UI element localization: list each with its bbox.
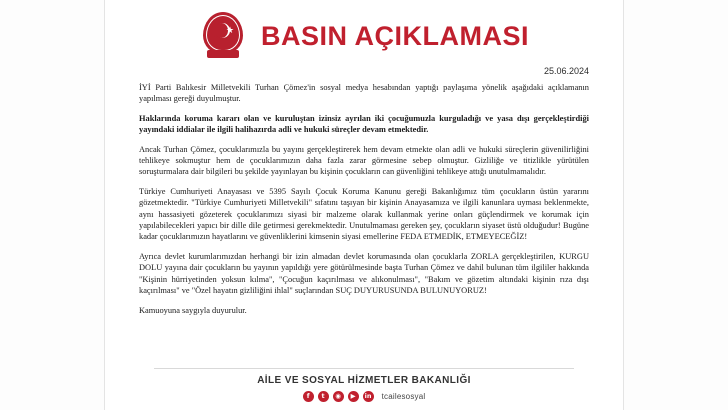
social-handle: tcailesosyal: [381, 392, 426, 401]
paragraph: Ayrıca devlet kurumlarımızdan herhangi bir izin almadan devlet korumasında olan çocuklarla ZORLA gerçekleştirilen, KURGU DOLU yayına dair çocukların bu yayının yapıldığı yere götürülmesinde başta Turhan Çömez ve dahil bulunan tüm ilgililer hakkında "Kişinin hürriyetinden yoksun kılma", "Çocuğun kaçırılması ve alıkonulması", "Bakım ve gözetim altındaki kişinin rıza dışı kaçırılması" ve "Özel hayatın gizliliğini ihlal" suçlarından SUÇ DUYURUSUNDA BULUNUYORUZ!: [139, 251, 589, 296]
paragraph: Haklarında koruma kararı olan ve kuruluştan izinsiz ayrılan iki çocuğumuzla kurguladığı ve yasa dışı gerçekleştirdiği yayındaki iddialar ile ilgili halihazırda adli ve hukuki süreçler devam etmektedir.: [139, 113, 589, 135]
ministry-emblem-icon: [199, 10, 247, 62]
paragraph: Türkiye Cumhuriyeti Anayasası ve 5395 Sayılı Çocuk Koruma Kanunu gereği Bakanlığımız tüm çocukların üstün yararını gözetmektedir. "Türkiye Cumhuriyeti Milletvekili" sıfatını taşıyan bir kişinin Anayasamıza ve ilgili kanunlara uyması beklenmekte, aynı hassasiyeti gözeterek çocuklarımızı siyasi bir malzeme olarak kullanmak yerine onları güçlendirmek ve korumak için yapılabilecekleri yapıcı bir dille dile getirmesi gerekmektedir. Unutulmaması gereken şey, çocukların siyaset üstü olduğudur! Bugüne kadar çocuklarımızın hayatlarını ve güvenliklerini kimsenin siyasi emellerine FEDA ETMEDİK, ETMEYECEĞİZ!: [139, 186, 589, 242]
document-footer: [105, 366, 623, 410]
paragraph: İYİ Parti Balıkesir Milletvekili Turhan Çömez'in sosyal medya hesabından yaptığı paylaşıma yönelik aşağıdaki açıklamanın yapılması gereği duyulmuştur.: [139, 83, 589, 104]
document-header: [105, 0, 623, 64]
paragraph: Ancak Turhan Çömez, çocuklarımızla bu yayını gerçekleştirerek hem devam etmekte olan adli ve hukuki süreçlerin güvenilirliğini tehlikeye sokmuştur hem de çocuklarımızın daha fazla zarar görmesine sebep olmuştur. Gizliliğe ve titizlikle yürütülen soruşturmalara dair bilgileri bu şekilde yayınlayan bu kişinin çocukların can güvenliğini tehlikeye attığı unutulmamalıdır.: [139, 144, 589, 177]
linkedin-icon[interactable]: in: [363, 391, 374, 402]
social-links: [105, 391, 623, 402]
ministry-name: AİLE VE SOSYAL HİZMETLER BAKANLIĞI: [257, 375, 471, 386]
press-release-card: [104, 0, 624, 410]
instagram-icon[interactable]: ◉: [333, 391, 344, 402]
youtube-icon[interactable]: ▶: [348, 391, 359, 402]
page-title: BASIN AÇIKLAMASI: [261, 20, 529, 51]
star-icon: ★: [226, 25, 235, 35]
paragraph: Kamuoyuna saygıyla duyurulur.: [139, 305, 247, 315]
facebook-icon[interactable]: f: [303, 391, 314, 402]
publication-date: 25.06.2024: [543, 66, 589, 76]
footer-divider: [154, 368, 574, 369]
document-body: [105, 82, 623, 366]
twitter-icon[interactable]: t: [318, 391, 329, 402]
